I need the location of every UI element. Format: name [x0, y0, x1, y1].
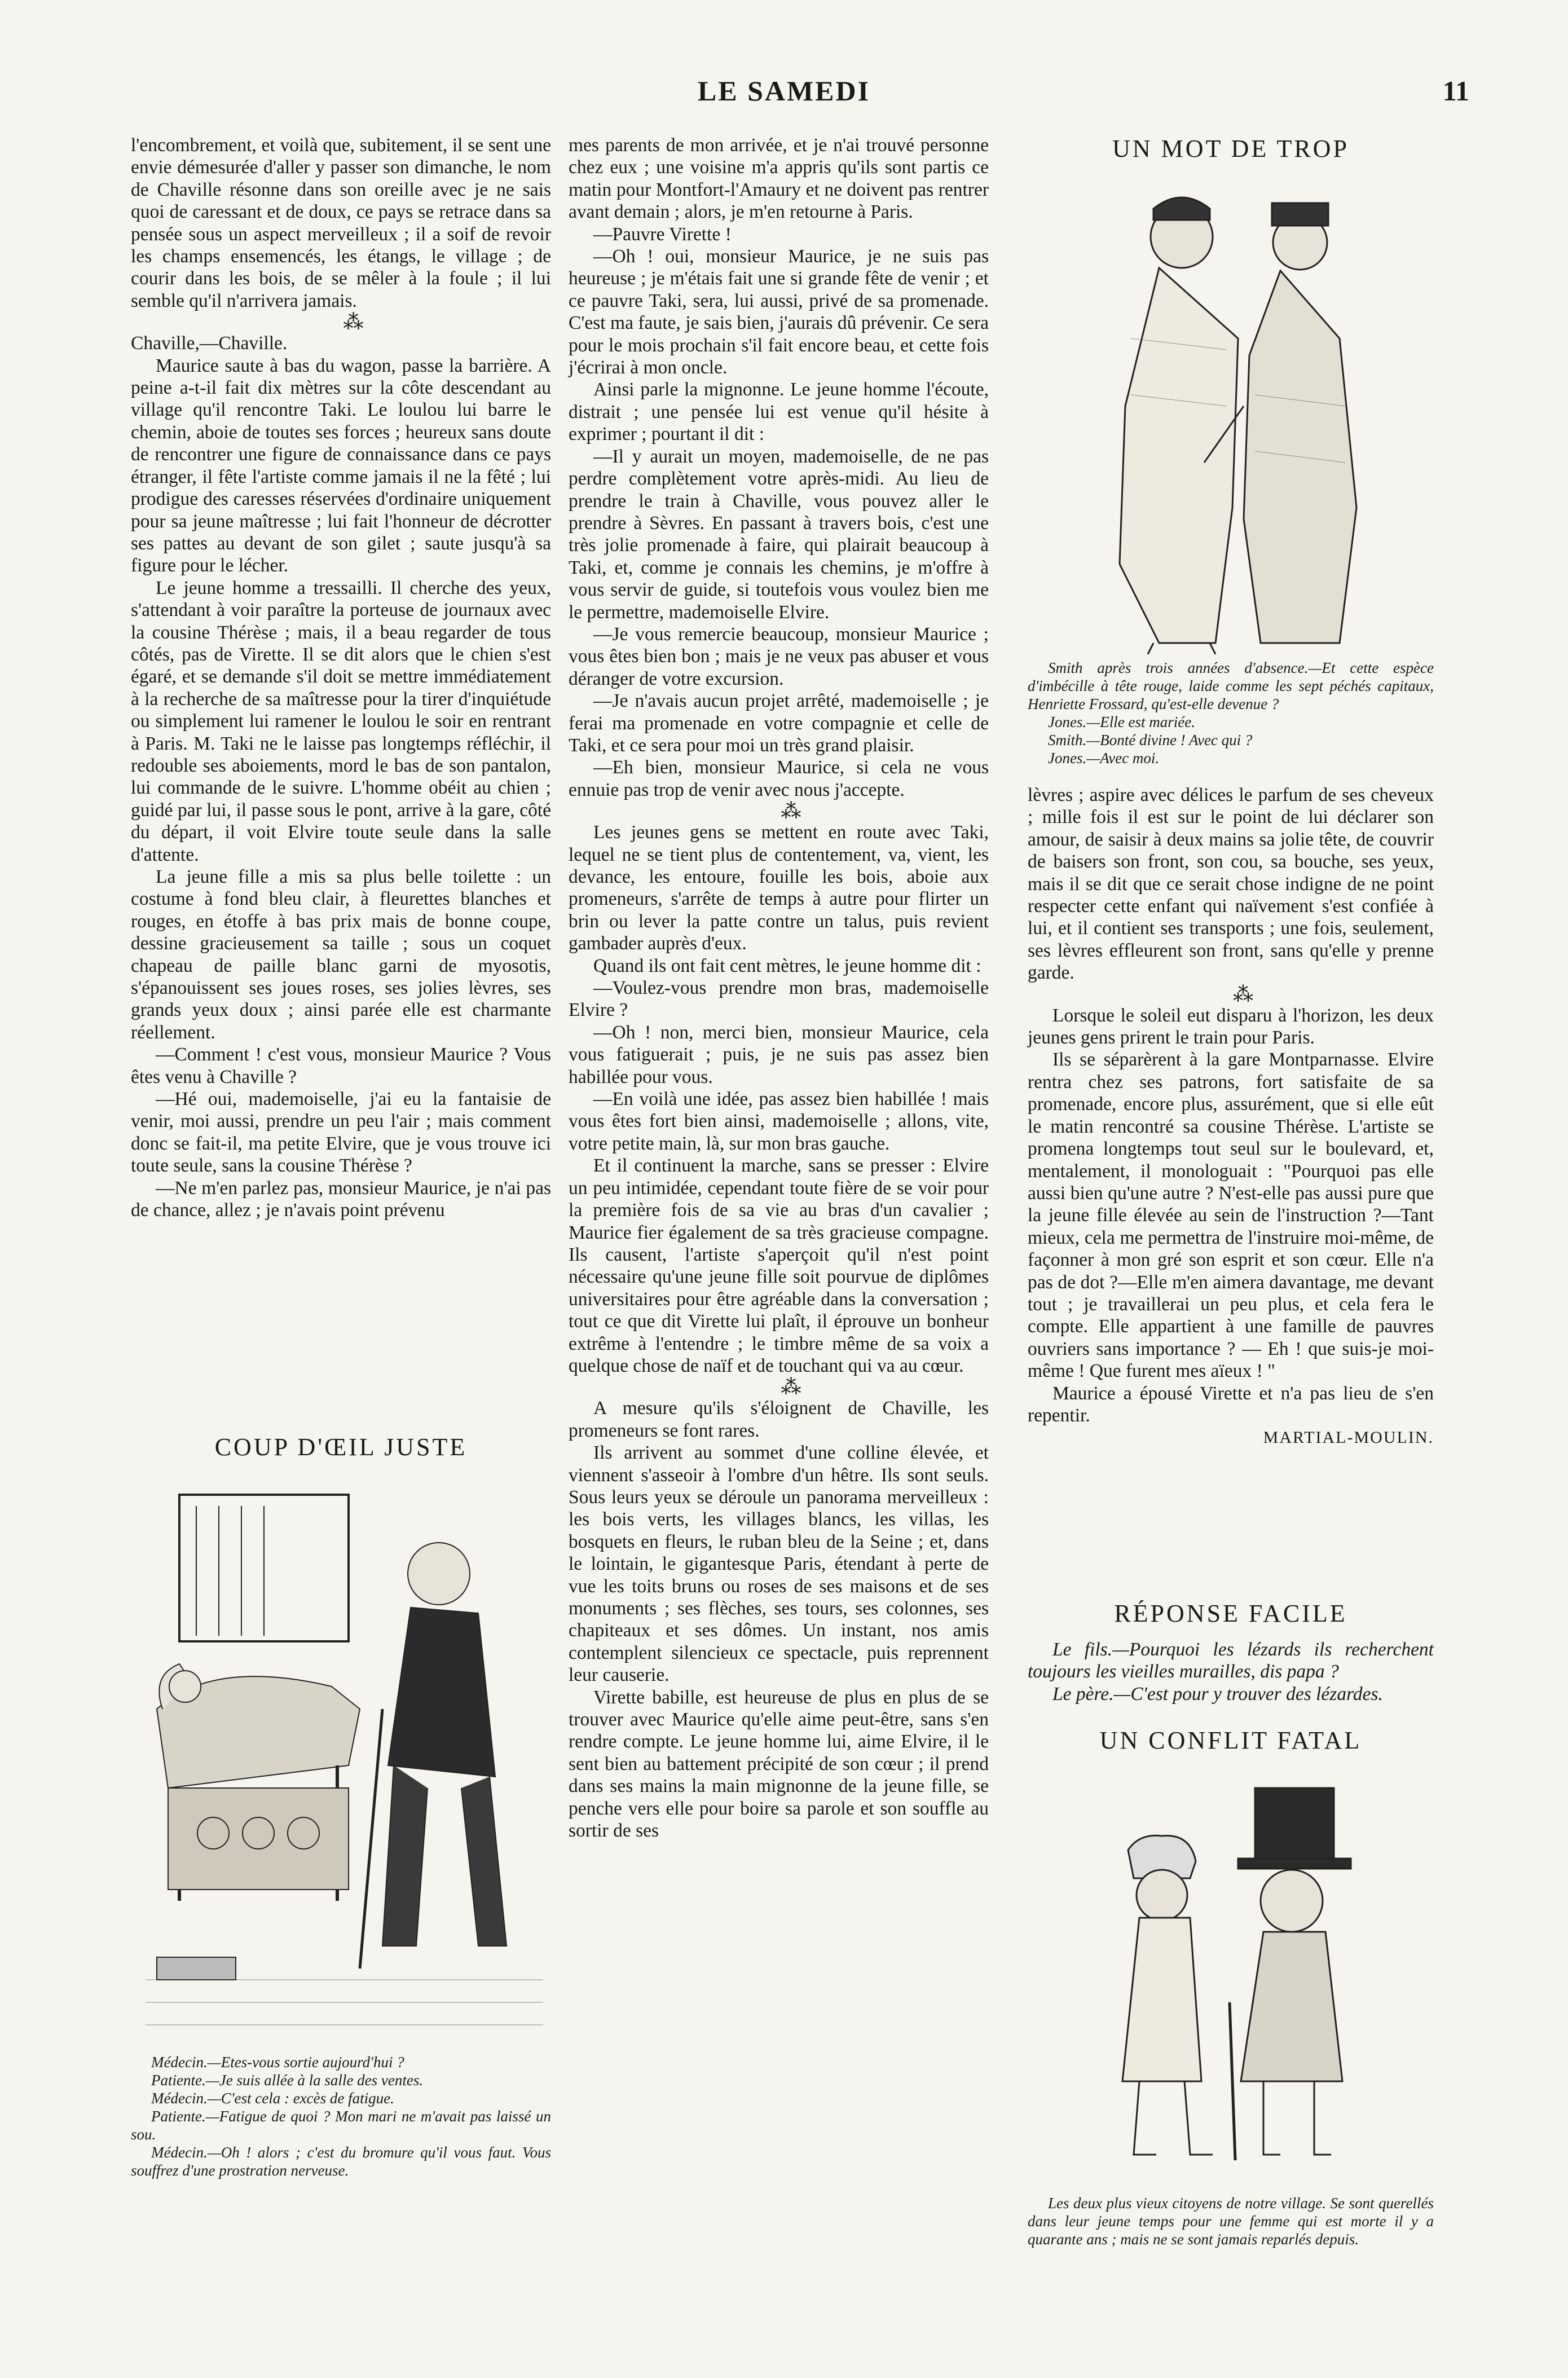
caption-line: Smith.—Bonté divine ! Avec qui ? — [1048, 732, 1253, 748]
author-signature: MARTIAL-MOULIN. — [1263, 1428, 1434, 1447]
caption-line: Médecin.—Etes-vous sortie aujourd'hui ? — [151, 2054, 404, 2071]
paragraph: Quand ils ont fait cent mètres, le jeune homme dit : — [593, 955, 981, 976]
section-title-reponse-facile: RÉPONSE FACILE — [1114, 1600, 1347, 1627]
asterism: ⁂ — [1233, 983, 1253, 1006]
paragraph: —Je n'avais aucun projet arrêté, mademoiselle ; je ferai ma promenade en votre compagnie et celle de Taki, et ce sera pour moi un très grand plaisir. — [569, 690, 989, 756]
asterism: ⁂ — [343, 311, 364, 334]
paragraph: —Il y aurait un moyen, mademoiselle, de ne pas perdre complètement votre après-midi. Au lieu de prendre le train à Chaville, vous pouvez aller le prendre à Sèvres. En passant à travers bois, c'est une très jolie promenade à faire, qui plairait beaucoup à Taki, et, comme je connais les chemins, je m'offre à vous servir de guide, si toutefois vous voulez bien me le permettre, mademoiselle Elvire. — [569, 446, 989, 623]
paragraph: Lorsque le soleil eut disparu à l'horizon, les deux jeunes gens prirent le train pour Paris. — [1028, 1005, 1434, 1049]
paragraph: —Comment ! c'est vous, monsieur Maurice ? Vous êtes venu à Chaville ? — [131, 1044, 551, 1087]
two-men-conversation-engraving — [1074, 169, 1390, 654]
caption-line: Médecin.—C'est cela : excès de fatigue. — [151, 2090, 394, 2107]
paragraph: Chaville,—Chaville. — [131, 333, 288, 354]
paragraph: Ainsi parle la mignonne. Le jeune homme l'écoute, distrait ; une pensée lui est venue qu'il hésite à exprimer ; pourtant il dit : — [569, 379, 989, 445]
paragraph: Ils se séparèrent à la gare Montparnasse. Elvire rentra chez ses patrons, fort satisfaite de sa promenade, encore plus, assurément, que si elle eût le matin rencontré sa cousine Thérèse. L'artiste se promena longtemps tout seul sur le boulevard, et, mentalement, il monologuait : "Pourquoi pas elle aussi bien qu'une autre ? N'est-elle pas aussi pure que la jeune fille élevée au sein de l'instruction ?—Tant mieux, cela me permettra de l'instruire moi-même, de façonner à mon gré son esprit et son cœur. Elle n'a pas de dot ?—Elle m'en aimera davantage, me devant tout ; je travaillerai un peu plus, et cela fera le compte. Elle appartient à une famille de pauvres ouvriers sans importance ? — Eh ! que suis-je moi-même ! Que furent mes aïeux ! " — [1028, 1049, 1434, 1382]
caption-line: Jones.—Elle est mariée. — [1048, 714, 1195, 730]
dialogue-line: Le fils.—Pourquoi les lézards ils recherchent toujours les vieilles murailles, dis papa ? — [1028, 1639, 1434, 1683]
paragraph: —Ne m'en parlez pas, monsieur Maurice, je n'ai pas de chance, allez ; je n'avais point prévenu — [131, 1177, 551, 1221]
caption-line: Smith après trois années d'absence.—Et cette espèce d'imbécille à tête rouge, laide comme les sept péchés capitaux, Henriette Frossard, qu'est-elle devenue ? — [1028, 659, 1434, 712]
paragraph: Ils arrivent au sommet d'une colline élevée, et viennent s'asseoir à l'ombre d'un hêtre. Ils sont seuls. Sous leurs yeux se déroule un panorama merveilleux : les bois verts, les villages blancs, les villas, les bosquets en fleurs, le ruban bleu de la Seine ; et, dans le lointain, le gigantesque Paris, étendant à perte de vue les toits bruns ou roses de ses maisons et de ses monuments ; ses flèches, ses tours, ses colonnes, ses chapiteaux et ses dômes. Un instant, nos amis contemplent silencieux ce spectacle, puis reprennent leur causerie. — [569, 1442, 989, 1686]
column-3-text — [1028, 784, 1434, 1449]
engraving-svg — [1105, 1765, 1365, 2166]
reponse-facile-text — [1028, 1639, 1434, 1705]
doctor-and-patient-engraving — [146, 1472, 543, 2036]
engraving-svg — [146, 1472, 543, 2036]
caption-line: Patiente.—Fatigue de quoi ? Mon mari ne m'avait pas laissé un sou. — [131, 2108, 551, 2143]
paragraph: Le jeune homme a tressailli. Il cherche des yeux, s'attendant à voir paraître la porteuse de journaux avec la cousine Thérèse ; mais, il a beau regarder de tous côtés, pas de Virette. Il se dit alors que le chien s'est égaré, et se demande s'il doit se mettre immédiatement à la recherche de sa maîtresse pour la tirer d'inquiétude ou simplement lui ramener le loulou le soir en rentrant à Paris. M. Taki ne le laisse pas longtemps réfléchir, il redouble ses aboiements, mord le bas de son pantalon, lui commande de le suivre. L'homme obéit au chien ; guidé par lui, il passe sous le pont, arrive à la gare, côté du départ, il voit Elvire toute seule dans la salle d'attente. — [131, 577, 551, 865]
paragraph: Virette babille, est heureuse de plus en plus de se trouver avec Maurice qu'elle aime peut-être, sans s'en rendre compte. Le jeune homme lui, aime Elvire, il le sent bien au battement précipité de son cœur ; il prend dans ses mains la main mignonne de la jeune fille, se penche vers elle pour boire sa parole et son souffle au sortir de ses — [569, 1686, 989, 1842]
paragraph: l'encombrement, et voilà que, subitement, il se sent une envie démesurée d'aller y passer son dimanche, le nom de Chaville résonne dans son oreille avec je ne sais quoi de caressant et de doux, ce pays se retrace dans sa pensée sous un aspect merveilleux ; il a soif de revoir les champs ensemencés, les étangs, le village ; de courir dans les bois, de se mêler à la foule ; il lui semble qu'il n'arrivera jamais. — [131, 135, 551, 311]
dialogue-line: Le père.—C'est pour y trouver des lézardes. — [1052, 1683, 1383, 1705]
paragraph: —En voilà une idée, pas assez bien habillée ! mais vous êtes fort bien ainsi, mademoiselle ; allons, vite, votre petite main, là, sur mon bras gauche. — [569, 1089, 989, 1154]
section-title-coup-doeil: COUP D'ŒIL JUSTE — [214, 1433, 468, 1461]
caption-conflit-fatal — [1028, 2194, 1434, 2248]
newspaper-title: LE SAMEDI — [697, 75, 871, 107]
page-number: 11 — [1442, 75, 1469, 107]
paragraph: A mesure qu'ils s'éloignent de Chaville, les promeneurs se font rares. — [569, 1398, 989, 1441]
section-title-mot-de-trop: UN MOT DE TROP — [1112, 135, 1349, 162]
paragraph: —Oh ! oui, monsieur Maurice, je ne suis pas heureuse ; je m'étais fait une si grande fête de venir ; et ce pauvre Taki, sera, lui aussi, privé de sa promenade. C'est ma faute, je sais bien, j'aurais dû prévenir. Ce sera pour le mois prochain s'il fait encore beau, et cette fois j'écrirai à mon oncle. — [569, 246, 989, 378]
caption-line: Jones.—Avec moi. — [1048, 750, 1160, 767]
paragraph: —Eh bien, monsieur Maurice, si cela ne vous ennuie pas trop de venir avec nous j'accepte. — [569, 757, 989, 800]
paragraph: —Voulez-vous prendre mon bras, mademoiselle Elvire ? — [569, 977, 989, 1021]
column-2 — [569, 134, 989, 1842]
paragraph: lèvres ; aspire avec délices le parfum de ses cheveux ; mille fois il est sur le point de lui déclarer son amour, de saisir à deux mains sa jolie tête, de couvrir de baisers son front, son cou, sa bouche, ses yeux, mais il se dit que ce serait chose indigne de ne point respecter cette enfant qui naïvement s'est confiée à lui, et il contient ses transports ; une fois, seulement, ses lèvres effleurent son front, sans qu'elle y prenne garde. — [1028, 785, 1434, 984]
caption-text: Les deux plus vieux citoyens de notre village. Se sont querellés dans leur jeune temps pour une femme qui est morte il y a quarante ans ; mais ne se sont jamais reparlés depuis. — [1028, 2195, 1434, 2248]
paragraph: Les jeunes gens se mettent en route avec Taki, lequel ne se tient plus de contentement, va, vient, les devance, les entoure, fouille les bois, aboie aux promeneurs, s'arrête de temps à autre pour flirter un brin ou lever la patte contre un talus, puis revient gambader auprès d'eux. — [569, 822, 989, 954]
paragraph: Et il continuent la marche, sans se presser : Elvire un peu intimidée, cependant toute fière de se voir pour la première fois de sa vie au bras d'un cavalier ; Maurice fier également de sa très gracieuse compagne. Ils causent, l'artiste s'aperçoit qu'il n'est point nécessaire qu'une jeune fille soit pourvue de diplômes universitaires pour être agréable dans la conversation ; tout ce que dit Virette lui plaît, il éprouve un bonheur extrême à l'entendre ; le timbre même de sa voix a quelque chose de naïf et de touchant qui va au cœur. — [569, 1155, 989, 1376]
paragraph: —Oh ! non, merci bien, monsieur Maurice, cela vous fatiguerait ; puis, je ne suis pas assez bien habillée pour vous. — [569, 1021, 989, 1087]
caption-mot-de-trop — [1028, 659, 1434, 767]
caption-coup-doeil — [131, 2053, 551, 2179]
paragraph: Maurice a épousé Virette et n'a pas lieu de s'en repentir. — [1028, 1382, 1434, 1426]
paragraph: —Pauvre Virette ! — [593, 223, 732, 245]
paragraph: —Je vous remercie beaucoup, monsieur Maurice ; vous êtes bien bon ; mais je ne veux pas abuser et vous déranger de votre excursion. — [569, 623, 989, 689]
paragraph: mes parents de mon arrivée, et je n'ai trouvé personne chez eux ; une voisine m'a appris qu'ils sont partis ce matin pour Montfort-l'Amaury et ne doivent pas rentrer avant demain ; alors, je m'en retourne à Paris. — [569, 135, 989, 223]
caption-line: Patiente.—Je suis allée à la salle des ventes. — [151, 2072, 424, 2089]
caption-line: Médecin.—Oh ! alors ; c'est du bromure qu'il vous faut. Vous souffrez d'une prostration nerveuse. — [131, 2144, 551, 2179]
column-1 — [131, 134, 551, 1222]
asterism: ⁂ — [781, 800, 801, 823]
two-old-men-engraving — [1105, 1765, 1365, 2166]
paragraph: La jeune fille a mis sa plus belle toilette : un costume à fond bleu clair, à fleurettes blanches et rouges, en étoffe à bas prix mais de bonne coupe, dessine gracieusement sa taille ; sous un coquet chapeau de paille blanc garni de myosotis, s'épanouissent ses joues roses, ses jolies lèvres, ses grands yeux doux ; ainsi parée elle est charmante réellement. — [131, 866, 551, 1043]
paragraph: —Hé oui, mademoiselle, j'ai eu la fantaisie de venir, moi aussi, prendre un peu l'air ; mais comment donc se fait-il, ma petite Elvire, que je vous trouve ici toute seule, sans la cousine Thérèse ? — [131, 1089, 551, 1177]
engraving-svg — [1074, 169, 1390, 654]
paragraph: Maurice saute à bas du wagon, passe la barrière. A peine a-t-il fait dix mètres sur la côte descendant au village qu'il rencontre Taki. Le loulou lui barre le chemin, aboie de toutes ses forces ; heureux sans doute de rencontrer une figure de connaissance dans ce pays étranger, il fête l'artiste comme jamais il ne la fêté ; lui prodigue des caresses réservées d'ordinaire uniquement pour sa jeune maîtresse ; lui fait l'honneur de décrotter ses pattes au devant de son gilet ; saute jusqu'à sa figure pour le lécher. — [131, 355, 551, 576]
asterism: ⁂ — [781, 1376, 801, 1399]
page-header — [0, 74, 1568, 108]
section-title-conflit-fatal: UN CONFLIT FATAL — [1099, 1727, 1362, 1754]
